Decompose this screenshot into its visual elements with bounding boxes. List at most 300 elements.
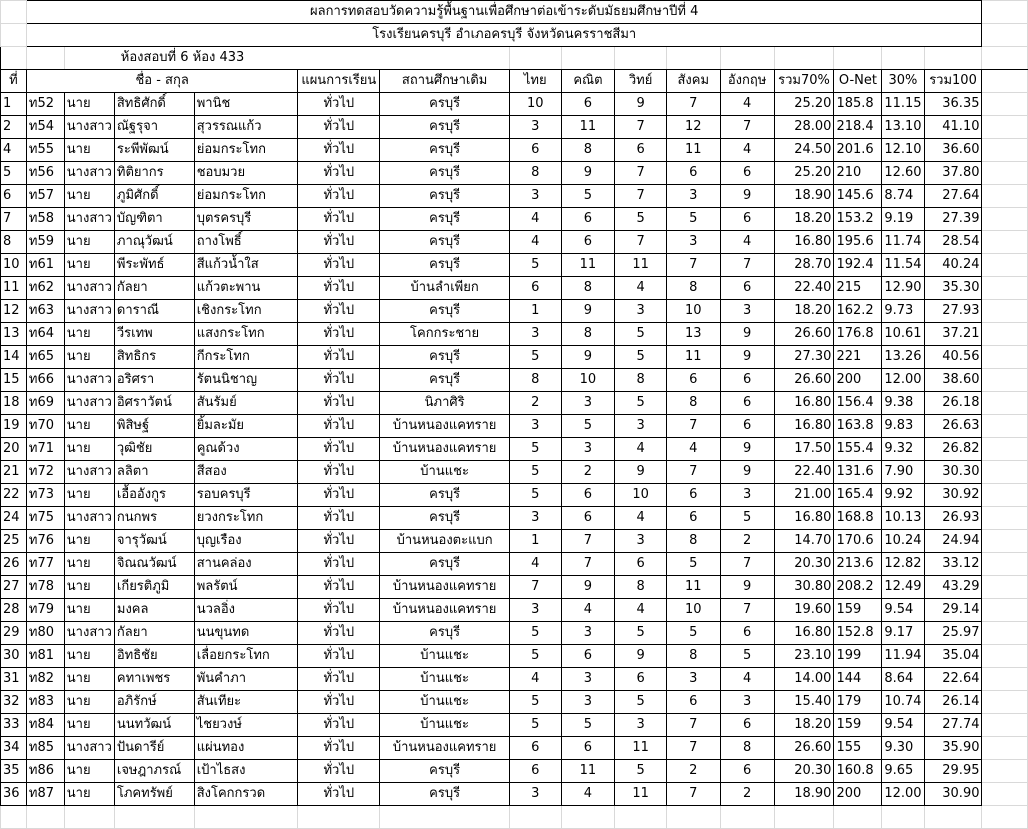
science-score: 5 [615, 691, 667, 714]
prefix: นาย [64, 530, 114, 553]
prefix: นางสาว [64, 277, 114, 300]
social-score: 3 [666, 668, 720, 691]
english-score: 2 [720, 783, 774, 806]
study-plan: ทั่วไป [298, 714, 380, 737]
last-name: รอบครบุรี [194, 484, 298, 507]
table-row [1, 185, 1028, 208]
total-100: 26.93 [924, 507, 982, 530]
score-30pct: 9.65 [882, 760, 924, 783]
header-total100: รวม100 [924, 70, 982, 93]
total-70: 28.70 [774, 254, 834, 277]
total-70: 15.40 [774, 691, 834, 714]
prefix: นาย [64, 254, 114, 277]
english-score: 3 [720, 691, 774, 714]
total-70: 25.20 [774, 93, 834, 116]
first-name: เอื้ออังกูร [114, 484, 194, 507]
last-name: คูณด้วง [194, 438, 298, 461]
english-score: 7 [720, 254, 774, 277]
math-score: 5 [561, 714, 615, 737]
social-score: 6 [666, 369, 720, 392]
table-row [1, 231, 1028, 254]
first-name: ดาราณี [114, 300, 194, 323]
math-score: 4 [561, 783, 615, 806]
thai-score: 3 [509, 185, 561, 208]
score-30pct: 12.10 [882, 139, 924, 162]
prefix: นางสาว [64, 369, 114, 392]
previous-school: บ้านแชะ [380, 645, 510, 668]
onet-score: 215 [834, 277, 882, 300]
study-plan: ทั่วไป [298, 116, 380, 139]
onet-score: 159 [834, 714, 882, 737]
total-70: 27.30 [774, 346, 834, 369]
english-score: 4 [720, 93, 774, 116]
science-score: 11 [615, 783, 667, 806]
first-name: ภูมิศักดิ์ [114, 185, 194, 208]
first-name: สิทธิศักดิ์ [114, 93, 194, 116]
empty-cell [982, 231, 1028, 254]
prefix: นาย [64, 576, 114, 599]
total-70: 21.00 [774, 484, 834, 507]
exam-id: ท55 [26, 139, 64, 162]
last-name: เป้าไธสง [194, 760, 298, 783]
table-row [1, 783, 1028, 806]
row-no: 5 [1, 162, 27, 185]
study-plan: ทั่วไป [298, 599, 380, 622]
total-70: 22.40 [774, 461, 834, 484]
math-score: 5 [561, 185, 615, 208]
last-name: ย่อมกระโทก [194, 139, 298, 162]
thai-score: 6 [509, 139, 561, 162]
header-social: สังคม [666, 70, 720, 93]
row-no: 32 [1, 691, 27, 714]
previous-school: ครบุรี [380, 254, 510, 277]
empty-cell [982, 622, 1028, 645]
english-score: 7 [720, 116, 774, 139]
previous-school: ครบุรี [380, 622, 510, 645]
total-70: 18.90 [774, 783, 834, 806]
study-plan: ทั่วไป [298, 323, 380, 346]
exam-id: ท62 [26, 277, 64, 300]
prefix: นาย [64, 231, 114, 254]
first-name: อิทธิชัย [114, 645, 194, 668]
header-science: วิทย์ [615, 70, 667, 93]
previous-school: ครบุรี [380, 553, 510, 576]
english-score: 9 [720, 185, 774, 208]
score-30pct: 12.60 [882, 162, 924, 185]
study-plan: ทั่วไป [298, 346, 380, 369]
total-70: 18.20 [774, 714, 834, 737]
exam-id: ท52 [26, 93, 64, 116]
row-no: 8 [1, 231, 27, 254]
last-name: ย่อมกระโทก [194, 185, 298, 208]
prefix: นาย [64, 323, 114, 346]
total-70: 17.50 [774, 438, 834, 461]
total-100: 27.74 [924, 714, 982, 737]
exam-id: ท87 [26, 783, 64, 806]
score-30pct: 9.54 [882, 714, 924, 737]
english-score: 7 [720, 599, 774, 622]
social-score: 4 [666, 438, 720, 461]
english-score: 9 [720, 438, 774, 461]
math-score: 11 [561, 254, 615, 277]
empty-cell [982, 162, 1028, 185]
score-30pct: 9.32 [882, 438, 924, 461]
science-score: 5 [615, 760, 667, 783]
thai-score: 7 [509, 576, 561, 599]
row-no: 10 [1, 254, 27, 277]
row-no: 34 [1, 737, 27, 760]
empty-cell [982, 484, 1028, 507]
total-100: 25.97 [924, 622, 982, 645]
first-name: ระพีพัฒน์ [114, 139, 194, 162]
table-row [1, 714, 1028, 737]
prefix: นางสาว [64, 208, 114, 231]
math-score: 8 [561, 323, 615, 346]
onet-score: 201.6 [834, 139, 882, 162]
total-100: 30.92 [924, 484, 982, 507]
total-100: 35.90 [924, 737, 982, 760]
previous-school: ครบุรี [380, 783, 510, 806]
onet-score: 160.8 [834, 760, 882, 783]
total-70: 30.80 [774, 576, 834, 599]
last-name: สันเทียะ [194, 691, 298, 714]
english-score: 5 [720, 507, 774, 530]
table-row [1, 208, 1028, 231]
empty-cell [982, 415, 1028, 438]
previous-school: ครบุรี [380, 116, 510, 139]
math-score: 3 [561, 392, 615, 415]
prefix: นางสาว [64, 622, 114, 645]
total-70: 28.00 [774, 116, 834, 139]
last-name: สุวรรณแก้ว [194, 116, 298, 139]
empty-cell [982, 323, 1028, 346]
exam-id: ท59 [26, 231, 64, 254]
onet-score: 155 [834, 737, 882, 760]
onet-score: 159 [834, 599, 882, 622]
study-plan: ทั่วไป [298, 507, 380, 530]
total-100: 38.60 [924, 369, 982, 392]
table-row [1, 438, 1028, 461]
previous-school: โคกกระชาย [380, 323, 510, 346]
thai-score: 5 [509, 484, 561, 507]
score-30pct: 9.38 [882, 392, 924, 415]
row-no: 15 [1, 369, 27, 392]
exam-id: ท85 [26, 737, 64, 760]
score-30pct: 9.83 [882, 415, 924, 438]
empty-cell [982, 668, 1028, 691]
thai-score: 4 [509, 553, 561, 576]
table-row [1, 93, 1028, 116]
thai-score: 8 [509, 369, 561, 392]
room-label: ห้องสอบที่ 6 ห้อง 433 [64, 47, 509, 70]
thai-score: 4 [509, 208, 561, 231]
first-name: อิศราวัตน์ [114, 392, 194, 415]
table-row [1, 507, 1028, 530]
total-100: 27.39 [924, 208, 982, 231]
row-no: 35 [1, 760, 27, 783]
study-plan: ทั่วไป [298, 737, 380, 760]
exam-id: ท56 [26, 162, 64, 185]
onet-score: 152.8 [834, 622, 882, 645]
science-score: 7 [615, 231, 667, 254]
first-name: นนทวัฒน์ [114, 714, 194, 737]
total-70: 18.20 [774, 208, 834, 231]
table-row [1, 116, 1028, 139]
empty-cell [982, 783, 1028, 806]
english-score: 2 [720, 530, 774, 553]
thai-score: 3 [509, 116, 561, 139]
prefix: นาย [64, 645, 114, 668]
onet-score: 179 [834, 691, 882, 714]
row-no: 4 [1, 139, 27, 162]
table-row [1, 737, 1028, 760]
score-30pct: 11.54 [882, 254, 924, 277]
science-score: 9 [615, 461, 667, 484]
last-name: เชิงกระโทก [194, 300, 298, 323]
math-score: 6 [561, 231, 615, 254]
thai-score: 6 [509, 737, 561, 760]
total-70: 16.80 [774, 622, 834, 645]
last-name: เลื่อยกระโทก [194, 645, 298, 668]
table-row [1, 622, 1028, 645]
study-plan: ทั่วไป [298, 93, 380, 116]
empty-cell [982, 346, 1028, 369]
total-100: 29.95 [924, 760, 982, 783]
empty-cell [982, 760, 1028, 783]
social-score: 7 [666, 254, 720, 277]
study-plan: ทั่วไป [298, 162, 380, 185]
math-score: 9 [561, 162, 615, 185]
science-score: 4 [615, 277, 667, 300]
previous-school: บ้านหนองตะแบก [380, 530, 510, 553]
empty-cell [982, 553, 1028, 576]
social-score: 8 [666, 530, 720, 553]
total-70: 24.50 [774, 139, 834, 162]
total-100: 37.80 [924, 162, 982, 185]
first-name: บัญฑิตา [114, 208, 194, 231]
total-100: 26.18 [924, 392, 982, 415]
science-score: 5 [615, 323, 667, 346]
total-100: 41.10 [924, 116, 982, 139]
total-100: 40.24 [924, 254, 982, 277]
prefix: นางสาว [64, 392, 114, 415]
onet-score: 199 [834, 645, 882, 668]
previous-school: ครบุรี [380, 760, 510, 783]
math-score: 3 [561, 668, 615, 691]
score-30pct: 8.74 [882, 185, 924, 208]
english-score: 9 [720, 576, 774, 599]
social-score: 6 [666, 691, 720, 714]
first-name: ทิติยากร [114, 162, 194, 185]
thai-score: 8 [509, 162, 561, 185]
previous-school: ครบุรี [380, 185, 510, 208]
empty-cell [982, 185, 1028, 208]
english-score: 4 [720, 139, 774, 162]
row-no: 14 [1, 346, 27, 369]
row-no: 29 [1, 622, 27, 645]
study-plan: ทั่วไป [298, 783, 380, 806]
thai-score: 4 [509, 231, 561, 254]
score-30pct: 10.13 [882, 507, 924, 530]
last-name: พันคำภา [194, 668, 298, 691]
english-score: 3 [720, 300, 774, 323]
total-100: 43.29 [924, 576, 982, 599]
score-30pct: 12.90 [882, 277, 924, 300]
prefix: นาย [64, 553, 114, 576]
science-score: 3 [615, 714, 667, 737]
math-score: 8 [561, 139, 615, 162]
empty-cell [982, 461, 1028, 484]
total-70: 16.80 [774, 507, 834, 530]
study-plan: ทั่วไป [298, 185, 380, 208]
first-name: กัลยา [114, 277, 194, 300]
total-100: 30.30 [924, 461, 982, 484]
prefix: นางสาว [64, 162, 114, 185]
empty-cell [982, 116, 1028, 139]
science-score: 6 [615, 553, 667, 576]
total-70: 26.60 [774, 369, 834, 392]
previous-school: บ้านแชะ [380, 714, 510, 737]
total-70: 16.80 [774, 392, 834, 415]
row-no: 20 [1, 438, 27, 461]
header-no: ที่ [1, 70, 27, 93]
last-name: ถางโพธิ์ [194, 231, 298, 254]
study-plan: ทั่วไป [298, 231, 380, 254]
first-name: คทาเพชร [114, 668, 194, 691]
row-no: 33 [1, 714, 27, 737]
prefix: นาย [64, 139, 114, 162]
thai-score: 5 [509, 346, 561, 369]
empty-cell [982, 277, 1028, 300]
onet-score: 192.4 [834, 254, 882, 277]
last-name: สันรัมย์ [194, 392, 298, 415]
header-row [1, 70, 1028, 93]
previous-school: ครบุรี [380, 484, 510, 507]
prefix: นางสาว [64, 116, 114, 139]
science-score: 6 [615, 668, 667, 691]
math-score: 9 [561, 346, 615, 369]
score-30pct: 9.92 [882, 484, 924, 507]
social-score: 3 [666, 185, 720, 208]
score-30pct: 13.10 [882, 116, 924, 139]
math-score: 9 [561, 300, 615, 323]
header-thai: ไทย [509, 70, 561, 93]
onet-score: 213.6 [834, 553, 882, 576]
science-score: 7 [615, 116, 667, 139]
study-plan: ทั่วไป [298, 139, 380, 162]
row-no: 11 [1, 277, 27, 300]
thai-score: 5 [509, 254, 561, 277]
onet-score: 195.6 [834, 231, 882, 254]
last-name: สานคล่อง [194, 553, 298, 576]
english-score: 6 [720, 760, 774, 783]
first-name: เจษฎาภรณ์ [114, 760, 194, 783]
score-30pct: 9.54 [882, 599, 924, 622]
first-name: วีรเทพ [114, 323, 194, 346]
table-row [1, 691, 1028, 714]
thai-score: 5 [509, 645, 561, 668]
exam-id: ท84 [26, 714, 64, 737]
study-plan: ทั่วไป [298, 415, 380, 438]
prefix: นาย [64, 484, 114, 507]
english-score: 6 [720, 369, 774, 392]
math-score: 6 [561, 208, 615, 231]
previous-school: ครบุรี [380, 208, 510, 231]
report-title: ผลการทดสอบวัดความรู้พื้นฐานเพื่อศึกษาต่อเข้าระดับมัธยมศึกษาปีที่ 4 [26, 1, 982, 24]
empty-cell [982, 507, 1028, 530]
prefix: นางสาว [64, 300, 114, 323]
study-plan: ทั่วไป [298, 438, 380, 461]
thai-score: 5 [509, 622, 561, 645]
last-name: ไชยวงษ์ [194, 714, 298, 737]
math-score: 11 [561, 116, 615, 139]
onet-score: 145.6 [834, 185, 882, 208]
score-30pct: 12.82 [882, 553, 924, 576]
first-name: กัลยา [114, 622, 194, 645]
last-name: ยวงกระโทก [194, 507, 298, 530]
score-30pct: 10.24 [882, 530, 924, 553]
total-100: 26.14 [924, 691, 982, 714]
prefix: นาย [64, 599, 114, 622]
exam-id: ท70 [26, 415, 64, 438]
exam-id: ท57 [26, 185, 64, 208]
exam-id: ท79 [26, 599, 64, 622]
empty-cell [982, 599, 1028, 622]
thai-score: 3 [509, 599, 561, 622]
total-70: 19.60 [774, 599, 834, 622]
math-score: 6 [561, 737, 615, 760]
onet-score: 170.6 [834, 530, 882, 553]
exam-id: ท76 [26, 530, 64, 553]
total-100: 29.14 [924, 599, 982, 622]
math-score: 3 [561, 438, 615, 461]
study-plan: ทั่วไป [298, 369, 380, 392]
total-100: 35.30 [924, 277, 982, 300]
english-score: 3 [720, 484, 774, 507]
study-plan: ทั่วไป [298, 576, 380, 599]
last-name: พานิช [194, 93, 298, 116]
total-100: 30.90 [924, 783, 982, 806]
last-name: พลรัตน์ [194, 576, 298, 599]
first-name: โภคทรัพย์ [114, 783, 194, 806]
social-score: 7 [666, 783, 720, 806]
row-no: 27 [1, 576, 27, 599]
exam-id: ท64 [26, 323, 64, 346]
empty-cell [982, 691, 1028, 714]
exam-id: ท83 [26, 691, 64, 714]
last-name: บุญเรือง [194, 530, 298, 553]
english-score: 6 [720, 162, 774, 185]
onet-score: 156.4 [834, 392, 882, 415]
study-plan: ทั่วไป [298, 530, 380, 553]
last-name: ชอบมวย [194, 162, 298, 185]
last-name: ยิ้มละมัย [194, 415, 298, 438]
study-plan: ทั่วไป [298, 484, 380, 507]
first-name: ลลิตา [114, 461, 194, 484]
onet-score: 176.8 [834, 323, 882, 346]
total-70: 14.70 [774, 530, 834, 553]
study-plan: ทั่วไป [298, 277, 380, 300]
header-school: สถานศึกษาเดิม [380, 70, 510, 93]
english-score: 9 [720, 461, 774, 484]
previous-school: ครบุรี [380, 300, 510, 323]
social-score: 5 [666, 622, 720, 645]
empty-row [1, 806, 1028, 829]
thai-score: 5 [509, 438, 561, 461]
last-name: รัตนนิชาญ [194, 369, 298, 392]
table-row [1, 392, 1028, 415]
onet-score: 165.4 [834, 484, 882, 507]
